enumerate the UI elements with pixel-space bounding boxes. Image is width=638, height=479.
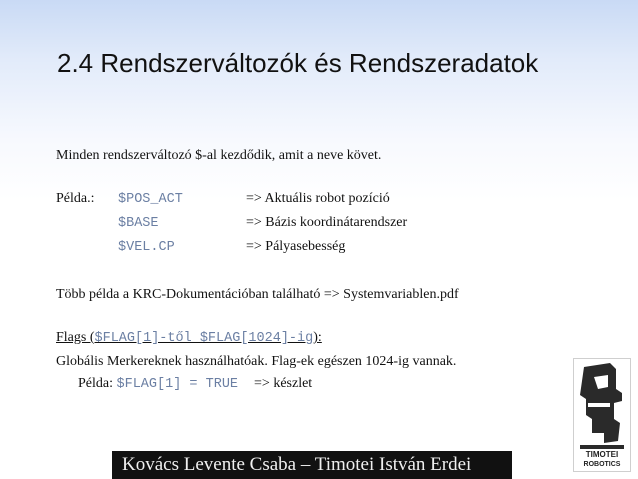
more-examples-text: Több példa a KRC-Dokumentációban található => Systemvariablen.pdf: [56, 287, 459, 302]
svg-text:ROBOTICS: ROBOTICS: [583, 461, 621, 468]
flag-example-label: Példa:: [78, 376, 117, 391]
flag-example-code: $FLAG[1] = TRUE: [116, 377, 239, 392]
svg-text:TIMOTEI: TIMOTEI: [585, 450, 619, 459]
flag-example: [78, 376, 312, 392]
flags-prefix: Flags (: [56, 330, 95, 345]
global-markers-text: Globális Merkereknek használhatóak. Flag-ek egészen 1024-ig vannak.: [56, 354, 457, 369]
company-logo: [573, 358, 631, 472]
robot-head-logo-icon: [574, 359, 630, 471]
example-desc-base: => Bázis koordinátarendszer: [246, 215, 408, 230]
flags-heading: [56, 330, 322, 346]
example-label: Példa.:: [56, 191, 95, 206]
example-code-base: $BASE: [118, 216, 159, 231]
example-code-pos-act: $POS_ACT: [118, 192, 183, 207]
example-desc-vel-cp: => Pályasebesség: [246, 239, 346, 254]
footer-authors: Kovács Levente Csaba – Timotei István Erdei: [122, 454, 472, 475]
flags-suffix: ):: [313, 330, 322, 345]
flag-example-result: => készlet: [254, 376, 313, 391]
flags-range-code: $FLAG[1]-től $FLAG[1024]-ig: [94, 331, 314, 346]
example-desc-pos-act: => Aktuális robot pozíció: [246, 191, 390, 206]
slide-title: 2.4 Rendszerváltozók és Rendszeradatok: [57, 48, 539, 78]
intro-text: Minden rendszerváltozó $-al kezdődik, amit a neve követ.: [56, 148, 382, 163]
example-code-vel-cp: $VEL.CP: [118, 240, 175, 255]
footer-bar: [112, 451, 512, 479]
